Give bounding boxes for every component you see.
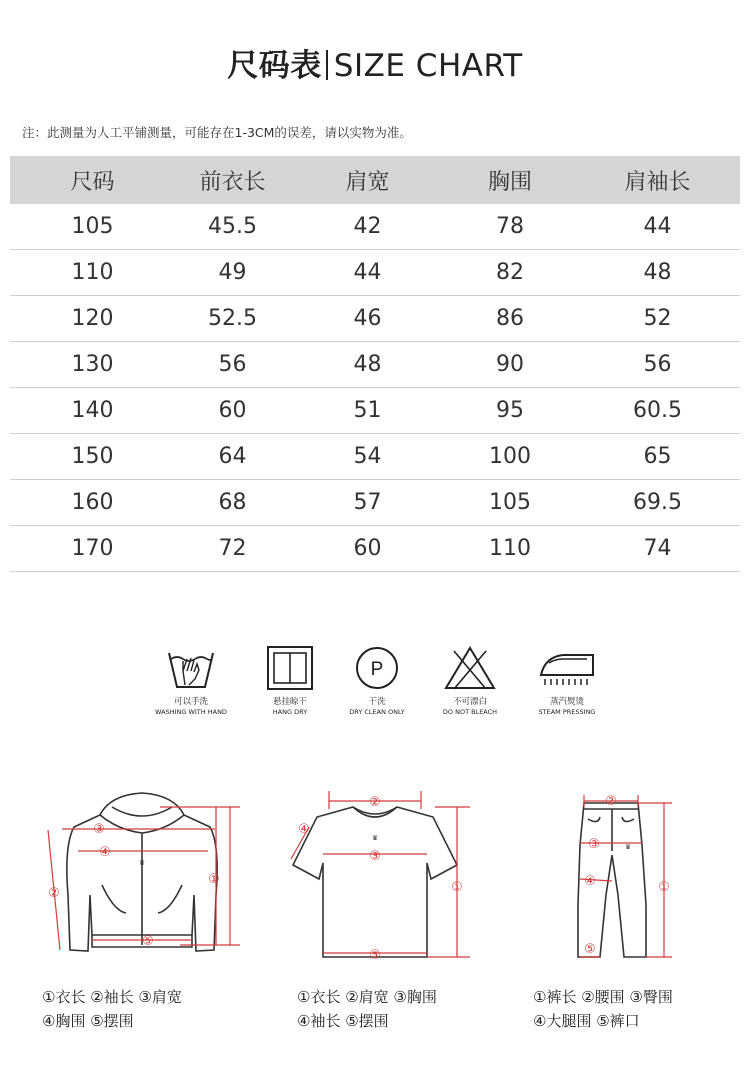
title-en: SIZE CHART	[333, 48, 523, 84]
care-label-cn: 可以手洗	[173, 697, 208, 707]
dry-clean-letter: P	[370, 659, 384, 680]
table-cell: 140	[10, 388, 175, 434]
marker-5: ⑤	[369, 948, 381, 963]
care-steam-iron	[527, 645, 607, 716]
table-cell: 82	[445, 250, 575, 296]
table-cell: 60.5	[575, 388, 740, 434]
tshirt-icon	[285, 785, 485, 965]
header-shoulder: 肩宽	[290, 156, 445, 204]
table-cell: 170	[10, 526, 175, 572]
care-hand-wash	[151, 645, 231, 716]
table-cell: 72	[175, 526, 290, 572]
table-cell: 44	[290, 250, 445, 296]
hoodie-jacket-icon	[30, 785, 255, 965]
table-cell: 48	[575, 250, 740, 296]
marker-4: ④	[298, 822, 310, 837]
marker-1: ①	[208, 872, 220, 887]
table-cell: 110	[445, 526, 575, 572]
page-title	[0, 40, 750, 85]
pants-legend	[533, 985, 673, 1033]
table-cell: 52	[575, 296, 740, 342]
marker-3: ③	[369, 849, 381, 864]
hang-dry-icon	[265, 645, 315, 691]
legend-line: ④袖长 ⑤摆围	[297, 1012, 389, 1030]
steam-iron-icon	[535, 645, 599, 691]
care-label-en: DRY CLEAN ONLY	[349, 708, 405, 716]
table-cell: 64	[175, 434, 290, 480]
table-row	[10, 388, 740, 434]
table-row	[10, 526, 740, 572]
table-cell: 69.5	[575, 480, 740, 526]
header-sleeve: 肩袖长	[575, 156, 740, 204]
care-label-en: HANG DRY	[272, 708, 308, 716]
marker-1: ①	[451, 880, 463, 895]
marker-4: ④	[99, 845, 111, 860]
care-dry-clean	[337, 645, 417, 716]
marker-2: ②	[369, 795, 381, 810]
marker-3: ③	[588, 837, 600, 852]
table-row	[10, 434, 740, 480]
table-cell: 49	[175, 250, 290, 296]
header-front-length: 前衣长	[175, 156, 290, 204]
table-row	[10, 250, 740, 296]
care-label-cn: 不可漂白	[452, 697, 487, 707]
hand-wash-icon	[165, 645, 217, 691]
marker-5: ⑤	[142, 934, 154, 949]
care-label-cn: 干洗	[368, 697, 386, 707]
table-cell: 44	[575, 204, 740, 250]
header-chest: 胸围	[445, 156, 575, 204]
marker-1: ①	[658, 880, 670, 895]
marker-3: ③	[93, 822, 105, 837]
header-size: 尺码	[10, 156, 175, 204]
table-cell: 160	[10, 480, 175, 526]
care-label-en: STEAM PRESSING	[538, 708, 596, 716]
care-hang-dry	[250, 645, 330, 716]
table-cell: 54	[290, 434, 445, 480]
dry-clean-icon	[352, 645, 402, 691]
table-cell: 65	[575, 434, 740, 480]
care-label-cn: 悬挂晾干	[272, 697, 307, 707]
no-bleach-icon	[442, 645, 498, 691]
table-cell: 56	[175, 342, 290, 388]
table-cell: 105	[10, 204, 175, 250]
svg-text:♛: ♛	[138, 860, 146, 867]
table-cell: 90	[445, 342, 575, 388]
care-label-cn: 蒸汽熨烫	[549, 697, 584, 707]
size-table-body	[10, 204, 740, 572]
jacket-legend	[42, 985, 182, 1033]
table-cell: 60	[290, 526, 445, 572]
table-cell: 110	[10, 250, 175, 296]
title-cn: 尺码表	[227, 48, 322, 84]
care-label-en: DO NOT BLEACH	[442, 708, 498, 716]
marker-2: ②	[48, 886, 60, 901]
table-cell: 51	[290, 388, 445, 434]
table-cell: 52.5	[175, 296, 290, 342]
table-cell: 95	[445, 388, 575, 434]
marker-5: ⑤	[584, 942, 596, 957]
title-divider	[326, 50, 328, 80]
table-cell: 105	[445, 480, 575, 526]
legend-line: ①裤长 ②腰围 ③臀围	[533, 988, 673, 1006]
table-cell: 56	[575, 342, 740, 388]
svg-text:♛: ♛	[624, 844, 632, 851]
table-cell: 68	[175, 480, 290, 526]
table-cell: 46	[290, 296, 445, 342]
table-cell: 150	[10, 434, 175, 480]
table-row	[10, 342, 740, 388]
table-cell: 78	[445, 204, 575, 250]
table-cell: 86	[445, 296, 575, 342]
table-row	[10, 296, 740, 342]
table-cell: 74	[575, 526, 740, 572]
table-cell: 48	[290, 342, 445, 388]
pants-icon	[560, 785, 690, 965]
care-label-en: WASHING WITH HAND	[155, 708, 227, 716]
table-cell: 42	[290, 204, 445, 250]
care-no-bleach	[430, 645, 510, 716]
legend-line: ①衣长 ②袖长 ③肩宽	[42, 988, 182, 1006]
table-cell: 120	[10, 296, 175, 342]
marker-4: ④	[584, 874, 596, 889]
marker-2: ②	[605, 794, 617, 809]
svg-text:♛: ♛	[371, 835, 379, 842]
table-cell: 45.5	[175, 204, 290, 250]
measurement-note: 注：此测量为人工平铺测量，可能存在1-3CM的误差，请以实物为准。	[22, 125, 412, 140]
table-cell: 60	[175, 388, 290, 434]
tshirt-legend	[297, 985, 437, 1033]
size-table	[10, 156, 740, 572]
table-cell: 57	[290, 480, 445, 526]
legend-line: ④胸围 ⑤摆围	[42, 1012, 134, 1030]
legend-line: ①衣长 ②肩宽 ③胸围	[297, 988, 437, 1006]
table-cell: 130	[10, 342, 175, 388]
table-cell: 100	[445, 434, 575, 480]
legend-line: ④大腿围 ⑤裤口	[533, 1012, 640, 1030]
table-row	[10, 204, 740, 250]
table-header-row	[10, 156, 740, 204]
table-row	[10, 480, 740, 526]
